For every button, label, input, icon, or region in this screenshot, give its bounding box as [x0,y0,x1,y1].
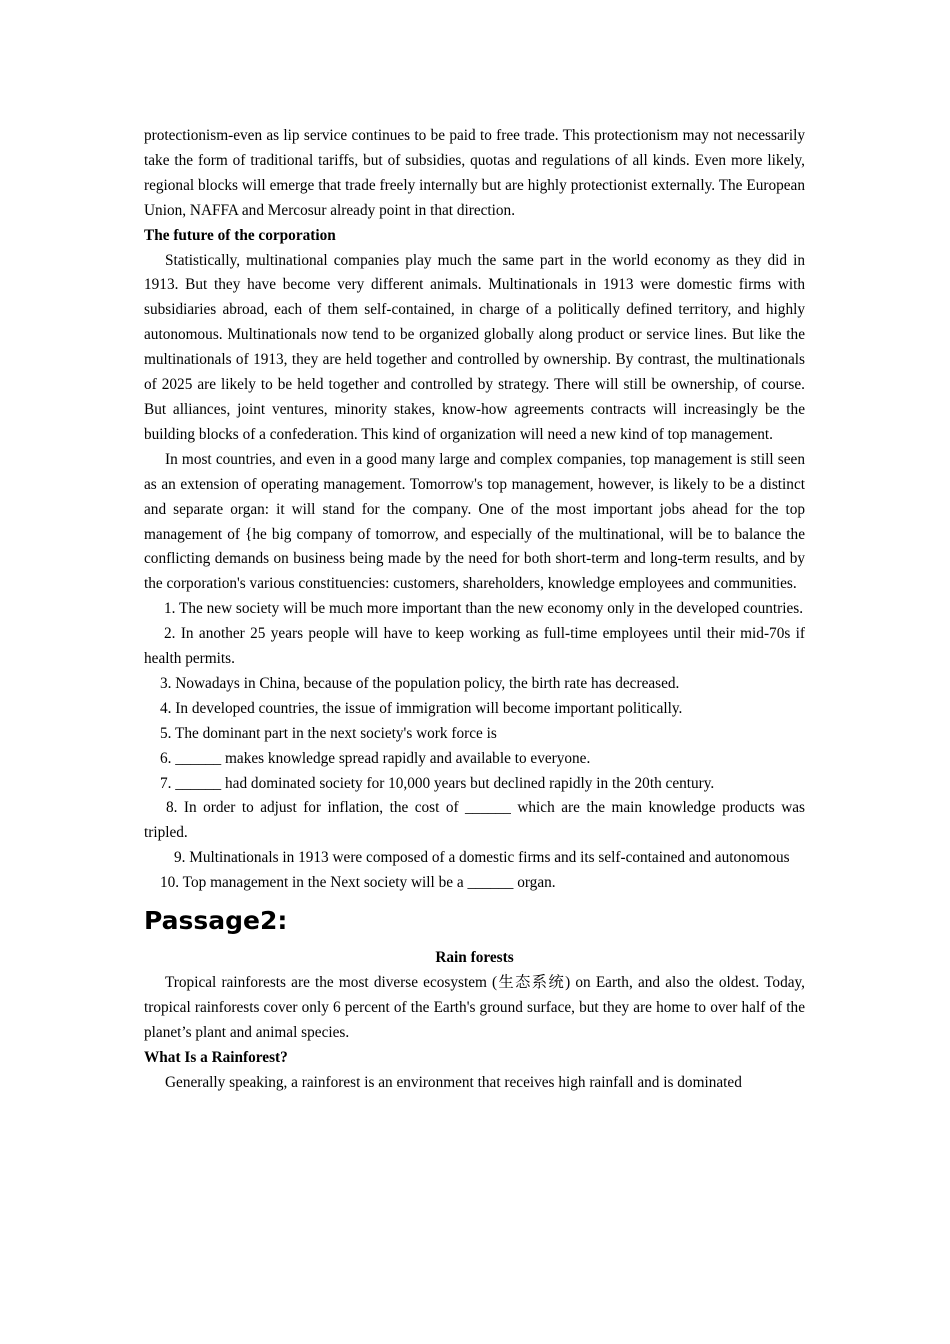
question-item: 9. Multinationals in 1913 were composed of a domestic firms and its self-contained and autonomous [174,849,790,867]
question-item: 10. Top management in the Next society will be a ______ organ. [160,874,556,892]
document-page [144,124,805,1096]
question-item: 6. ______ makes knowledge spread rapidly and available to everyone. [160,749,591,767]
question-item: 5. The dominant part in the next society's work force is [160,724,497,742]
subheading: What Is a Rainforest? [144,1048,288,1066]
body-paragraph-corporation: Statistically, multinational companies play much the same part in the world economy as they did in 1913. But they have become very different animals. Multinationals in 1913 were domestic firms with subsidiaries abroad, each of them self-contained, in charge of a politically defined territory, and highly autonomous. Multinationals now tend to be organized globally along product or service lines. But like the multinationals of 1913, they are held together and controlled by ownership. By contrast, the multinationals of 2025 are likely to be held together and controlled by strategy. There will still be ownership, of course. But alliances, joint ventures, minority stakes, know-how agreements contracts will increasingly be the building blocks of a confederation. This kind of organization will need a new kind of top management. [144,251,805,443]
question-item: 2. In another 25 years people will have to keep working as full-time employees until their mid-70s if health permits. [144,625,805,668]
passage-label: Passage2: [144,906,288,936]
question-item: 8. In order to adjust for inflation, the cost of ______ which are the main knowledge products was tripled. [144,799,805,842]
section-heading: The future of the corporation [144,226,336,244]
body-paragraph-top-management: In most countries, and even in a good many large and complex companies, top management is still seen as an extension of operating management. Tomorrow's top management, however, is likely to be a distinct and separate organ: it will stand for the company. One of the most important jobs ahead for the top management of {he big company of tomorrow, and especially of the multinational, will be to balance the conflicting demands on business being made by the need for both short-term and long-term results, and by the corporation's various constituencies: customers, shareholders, knowledge employees and communities. [144,450,805,593]
passage-title: Rain forests [435,949,514,967]
question-list [144,597,805,896]
body-paragraph-rainforest-intro: Tropical rainforests are the most diverse ecosystem (生态系统) on Earth, and also the oldest. Today, tropical rainforests cover only 6 percent of the Earth's ground surface, but they are home to over half of the planet’s plant and animal species. [144,974,805,1041]
body-paragraph-rainforest-definition: Generally speaking, a rainforest is an environment that receives high rainfall and is dominated [165,1073,742,1091]
question-item: 7. ______ had dominated society for 10,000 years but declined rapidly in the 20th century. [160,774,715,792]
question-item: 4. In developed countries, the issue of immigration will become important politically. [160,699,683,717]
question-item: 3. Nowadays in China, because of the population policy, the birth rate has decreased. [160,674,680,692]
intro-paragraph: protectionism-even as lip service continues to be paid to free trade. This protectionism may not necessarily take the form of traditional tariffs, but of subsidies, quotas and regulations of all kinds. Even more likely, regional blocks will emerge that trade freely internally but are highly protectionist externally. The European Union, NAFFA and Mercosur already point in that direction. [144,127,805,219]
question-item: 1. The new society will be much more important than the new economy only in the developed countries. [164,600,804,618]
